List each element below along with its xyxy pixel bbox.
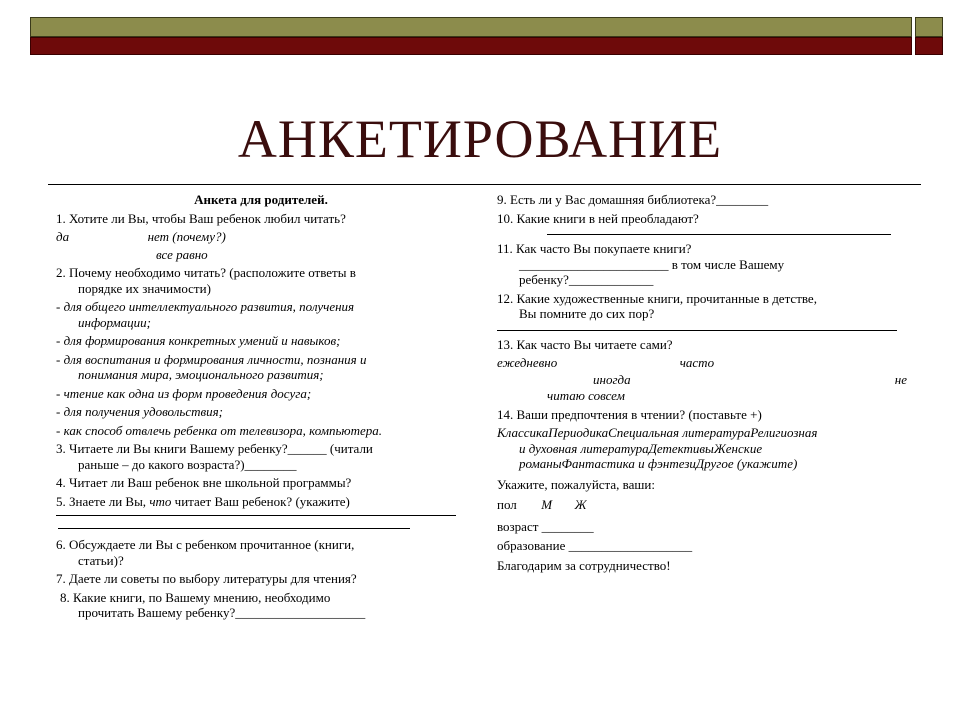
question-13: 13. Как часто Вы читаете сами? [497, 336, 673, 352]
question-12-cont: Вы помните до сих пор? [519, 306, 655, 321]
question-4: 4. Читает ли Ваш ребенок вне школьной программы? [56, 475, 352, 490]
option-not: не [894, 371, 907, 387]
question-8: 8. Какие книги, по Вашему мнению, необходимо [60, 589, 331, 605]
q2-option-2: - для формирования конкретных умений и навыков; [56, 333, 341, 348]
question-7: 7. Даете ли советы по выбору литературы для чтения? [56, 571, 357, 586]
sex-option-f[interactable]: Ж [574, 497, 587, 512]
question-5 [56, 494, 466, 510]
title-divider [48, 184, 921, 185]
specify-label: Укажите, пожалуйста, ваши: [497, 476, 655, 492]
question-3-cont: раньше – до какого возраста?)________ [78, 456, 297, 472]
answer-line-12[interactable] [497, 330, 897, 331]
age-field[interactable]: возраст ________ [497, 518, 594, 534]
questionnaire-right-column [497, 192, 907, 576]
question-1-options [56, 229, 466, 245]
q2-option-3: - для воспитания и формирования личности, познания и [56, 351, 367, 367]
header-square-olive [915, 17, 943, 37]
option-sometimes: иногда [593, 371, 631, 387]
question-1: 1. Хотите ли Вы, чтобы Ваш ребенок любил читать? [56, 210, 346, 226]
question-2-line-1: 2. Почему необходимо читать? (расположите ответы в [56, 265, 356, 280]
question-3: 3. Читаете ли Вы книги Вашему ребенку?______ (читали [56, 441, 373, 456]
question-11-cont: _______________________ в том числе Вашему [519, 256, 785, 272]
answer-line-5a[interactable] [56, 515, 456, 516]
q14-genres-2: и духовная литератураДетективыЖенские [519, 440, 763, 456]
education-field[interactable]: образование ___________________ [497, 538, 693, 553]
header-square-maroon [915, 37, 943, 55]
header-bar-maroon [30, 37, 912, 55]
sex-row [497, 497, 907, 513]
question-14: 14. Ваши предпочтения в чтении? (поставьте +) [497, 406, 762, 422]
form-heading: Анкета для родителей. [194, 192, 328, 207]
q14-genres-1: КлассикаПериодикаСпециальная литератураРелигиозная [497, 425, 818, 440]
q14-genres-3: романыФантастика и фэнтезиДругое (укажите) [519, 456, 798, 471]
question-8-cont: прочитать Вашему ребенку?____________________ [78, 605, 366, 620]
q13-options-row-1 [497, 355, 907, 371]
questionnaire-left-column [56, 192, 466, 624]
header-bar-olive [30, 17, 912, 37]
option-same: все равно [156, 246, 208, 262]
answer-line-10[interactable] [547, 234, 891, 235]
question-6-cont: статьи)? [78, 552, 124, 568]
question-5-emph: что [149, 493, 172, 509]
question-9: 9. Есть ли у Вас домашняя библиотека?________ [497, 192, 769, 207]
q2-option-6: - как способ отвлечь ребенка от телевизора, компьютера. [56, 422, 383, 438]
q2-option-1: - для общего интеллектуального развития, получения [56, 299, 355, 314]
question-6: 6. Обсуждаете ли Вы с ребенком прочитанное (книги, [56, 537, 355, 552]
sex-option-m[interactable]: М [541, 497, 553, 512]
slide-title: АНКЕТИРОВАНИЕ [237, 109, 723, 169]
q2-option-1-cont: информации; [78, 314, 151, 330]
option-yes: да [56, 229, 70, 244]
sex-label: пол [497, 497, 517, 512]
option-never: читаю совсем [547, 388, 625, 403]
question-11: 11. Как часто Вы покупаете книги? [497, 241, 692, 256]
question-11-cont-2: ребенку?_____________ [519, 272, 654, 287]
q2-option-5: - для получения удовольствия; [56, 404, 223, 419]
option-no: нет (почему?) [147, 229, 226, 244]
option-daily: ежедневно [497, 355, 558, 370]
q2-option-4: - чтение как одна из форм проведения досуга; [56, 385, 312, 401]
question-2-line-2: порядке их значимости) [78, 280, 211, 296]
question-5-pre: 5. Знаете ли Вы, [56, 493, 150, 509]
question-5-post: читает Ваш ребенок? (укажите) [171, 493, 350, 509]
answer-line-5b[interactable] [58, 528, 410, 529]
question-2 [56, 265, 466, 281]
option-often: часто [679, 355, 715, 370]
question-12: 12. Какие художественные книги, прочитанные в детстве, [497, 290, 817, 306]
thanks-text: Благодарим за сотрудничество! [497, 557, 671, 573]
q2-option-3-cont: понимания мира, эмоционального развития; [78, 367, 324, 382]
question-10: 10. Какие книги в ней преобладают? [497, 210, 699, 226]
q13-options-row-2 [497, 372, 907, 388]
